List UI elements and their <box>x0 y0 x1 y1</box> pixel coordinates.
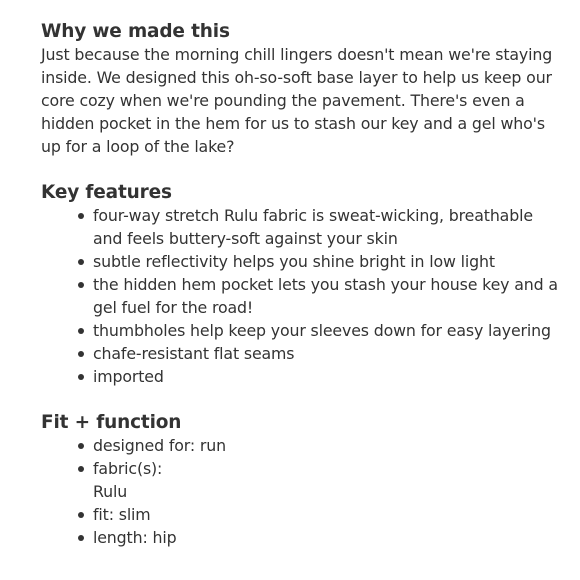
why-we-made-this-section <box>41 20 560 158</box>
key-features-list <box>41 204 560 388</box>
list-item: thumbholes help keep your sleeves down for easy layering <box>93 319 560 342</box>
fit-function-section <box>41 411 560 549</box>
list-item-fabric <box>93 457 560 503</box>
key-features-section <box>41 181 560 388</box>
section-heading-fit-function: Fit + function <box>41 412 182 433</box>
list-item: fit: slim <box>93 503 560 526</box>
list-item: subtle reflectivity helps you shine bright in low light <box>93 250 560 273</box>
list-item: the hidden hem pocket lets you stash your house key and a gel fuel for the road! <box>93 273 560 319</box>
list-item: imported <box>93 365 560 388</box>
fit-function-list <box>41 434 560 549</box>
list-item: designed for: run <box>93 434 560 457</box>
section-heading-key-features: Key features <box>41 182 172 203</box>
list-item: chafe-resistant flat seams <box>93 342 560 365</box>
list-item: length: hip <box>93 526 560 549</box>
fabric-value: Rulu <box>93 482 128 501</box>
why-paragraph: Just because the morning chill lingers doesn't mean we're staying inside. We designed this oh-so-soft base layer to help us keep our core cozy when we're pounding the pavement. There's even a hidden pocket in the hem for us to stash our key and a gel who's up for a loop of the lake? <box>41 45 553 156</box>
section-heading-why: Why we made this <box>41 21 230 42</box>
list-item: four-way stretch Rulu fabric is sweat-wicking, breathable and feels buttery-soft against your skin <box>93 204 560 250</box>
fabric-label: fabric(s): <box>93 459 163 478</box>
